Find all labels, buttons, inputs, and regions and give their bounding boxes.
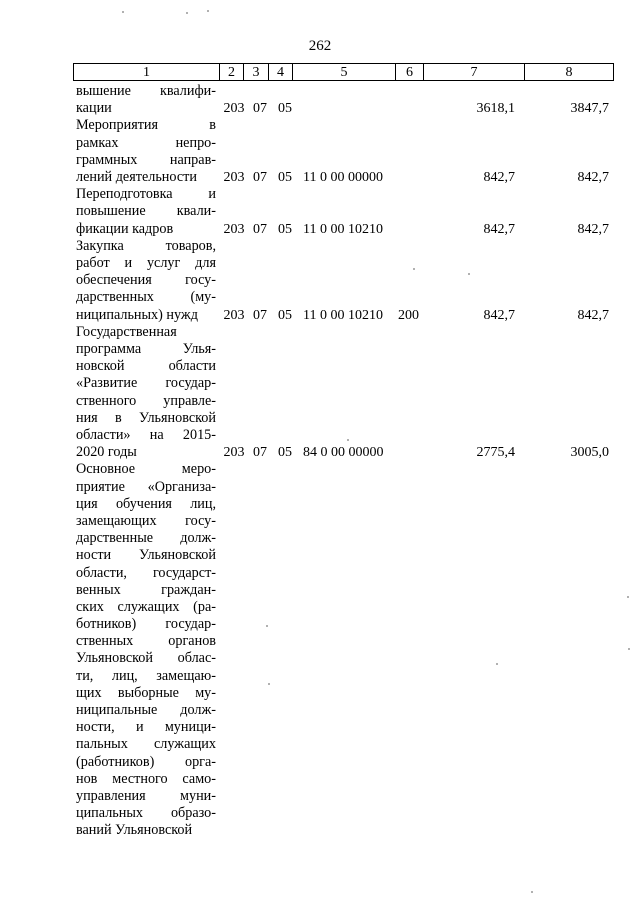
header-col-2: 2: [220, 64, 244, 80]
description-line: ти, лиц, замещаю-: [76, 667, 216, 684]
cell-col8: 842,7: [577, 221, 609, 237]
cell-col3: 07: [253, 101, 267, 117]
description-line: приятие «Организа-: [76, 478, 216, 495]
description-line: новской области: [76, 358, 216, 375]
header-col-8: 8: [565, 65, 573, 80]
description-line: фикации кадров: [76, 220, 174, 237]
cell-col4: 05: [278, 170, 292, 185]
cell-col8: 842,7: [577, 170, 609, 185]
description-line: ния в Ульяновской: [76, 409, 216, 426]
cell-col5: 11 0 00 10210: [303, 221, 383, 237]
description-line: ских служащих (ра-: [76, 598, 216, 615]
cell-col2: 203: [223, 101, 245, 117]
description-line: Основное меро-: [76, 461, 216, 478]
cell-col4: 05: [278, 221, 292, 237]
description-line: ниципальных) нужд: [76, 306, 198, 323]
description-line: нов местного само-: [76, 770, 216, 787]
description-line: кации: [76, 100, 112, 117]
cell-col3: 07: [253, 221, 267, 237]
description-line: ственного управле-: [76, 392, 216, 409]
description-line: программа Улья-: [76, 340, 216, 357]
cell-col3: 07: [253, 445, 267, 461]
cell-col8: 842,7: [577, 307, 609, 323]
row-description: [76, 324, 216, 462]
description-line: ниципальные долж-: [76, 702, 216, 719]
description-line: ваний Ульяновской: [76, 822, 193, 839]
cell-col7: 842,7: [483, 307, 515, 323]
cell-col8: 3005,0: [570, 445, 609, 461]
cell-col2: 203: [223, 445, 245, 461]
cell-col2: 203: [223, 221, 245, 237]
row-description: [76, 117, 216, 186]
description-line: лений деятельности: [76, 168, 197, 185]
row-description: [76, 461, 216, 839]
description-line: дарственных (му-: [76, 289, 216, 306]
description-line: Ульяновской облас-: [76, 650, 216, 667]
header-col-6: 6: [396, 64, 424, 80]
description-line: ботников) государ-: [76, 616, 216, 633]
description-line: вышение квалифи-: [76, 83, 216, 99]
cell-col2: 203: [223, 170, 245, 185]
description-line: граммных направ-: [76, 151, 216, 168]
table-header: [73, 63, 614, 81]
row-description: [76, 238, 216, 324]
description-line: венных граждан-: [76, 581, 216, 598]
cell-col4: 05: [278, 307, 292, 323]
description-line: ности Ульяновской: [76, 547, 216, 564]
cell-col5: 84 0 00 00000: [303, 445, 384, 461]
description-line: дарственные долж-: [76, 530, 216, 547]
description-line: пальных служащих: [76, 736, 216, 753]
cell-col6: 200: [398, 307, 419, 323]
header-col-4: 4: [269, 64, 293, 80]
cell-col3: 07: [253, 170, 267, 185]
cell-col2: 203: [223, 307, 245, 323]
row-description: [76, 186, 216, 238]
description-line: 2020 годы: [76, 444, 137, 461]
description-line: «Развитие государ-: [76, 375, 216, 392]
cell-col3: 07: [253, 307, 267, 323]
description-line: щих выборные му-: [76, 684, 216, 701]
description-line: Переподготовка и: [76, 186, 216, 203]
row-description: [76, 83, 216, 117]
description-line: работ и услуг для: [76, 254, 216, 271]
cell-col8: 3847,7: [570, 101, 609, 117]
description-line: рамках непро-: [76, 134, 216, 151]
description-line: ципальных образо-: [76, 805, 216, 822]
description-line: управления муни-: [76, 787, 216, 804]
cell-col7: 3618,1: [476, 101, 515, 117]
description-line: обеспечения госу-: [76, 272, 216, 289]
description-line: замещающих госу-: [76, 512, 216, 529]
description-line: Государственная: [76, 323, 177, 340]
cell-col7: 842,7: [483, 221, 515, 237]
header-col-5: 5: [293, 64, 396, 80]
cell-col5: 11 0 00 00000: [303, 170, 383, 185]
description-line: (работников) орга-: [76, 753, 216, 770]
cell-col7: 842,7: [483, 170, 515, 185]
cell-col7: 2775,4: [476, 445, 515, 461]
header-col-1: 1: [74, 64, 220, 80]
page-number: 262: [308, 38, 332, 54]
description-line: области» на 2015-: [76, 426, 216, 443]
cell-col5: 11 0 00 10210: [303, 307, 383, 323]
description-line: Закупка товаров,: [76, 237, 216, 254]
header-col-7: 7: [424, 64, 525, 80]
description-line: ности, и муници-: [76, 719, 216, 736]
description-line: Мероприятия в: [76, 117, 216, 134]
header-col-3: 3: [244, 64, 269, 80]
description-line: ственных органов: [76, 633, 216, 650]
description-line: ция обучения лиц,: [76, 495, 216, 512]
description-line: повышение квали-: [76, 203, 216, 220]
cell-col4: 05: [278, 445, 292, 461]
description-line: области, государст-: [76, 564, 216, 581]
cell-col4: 05: [278, 101, 292, 117]
